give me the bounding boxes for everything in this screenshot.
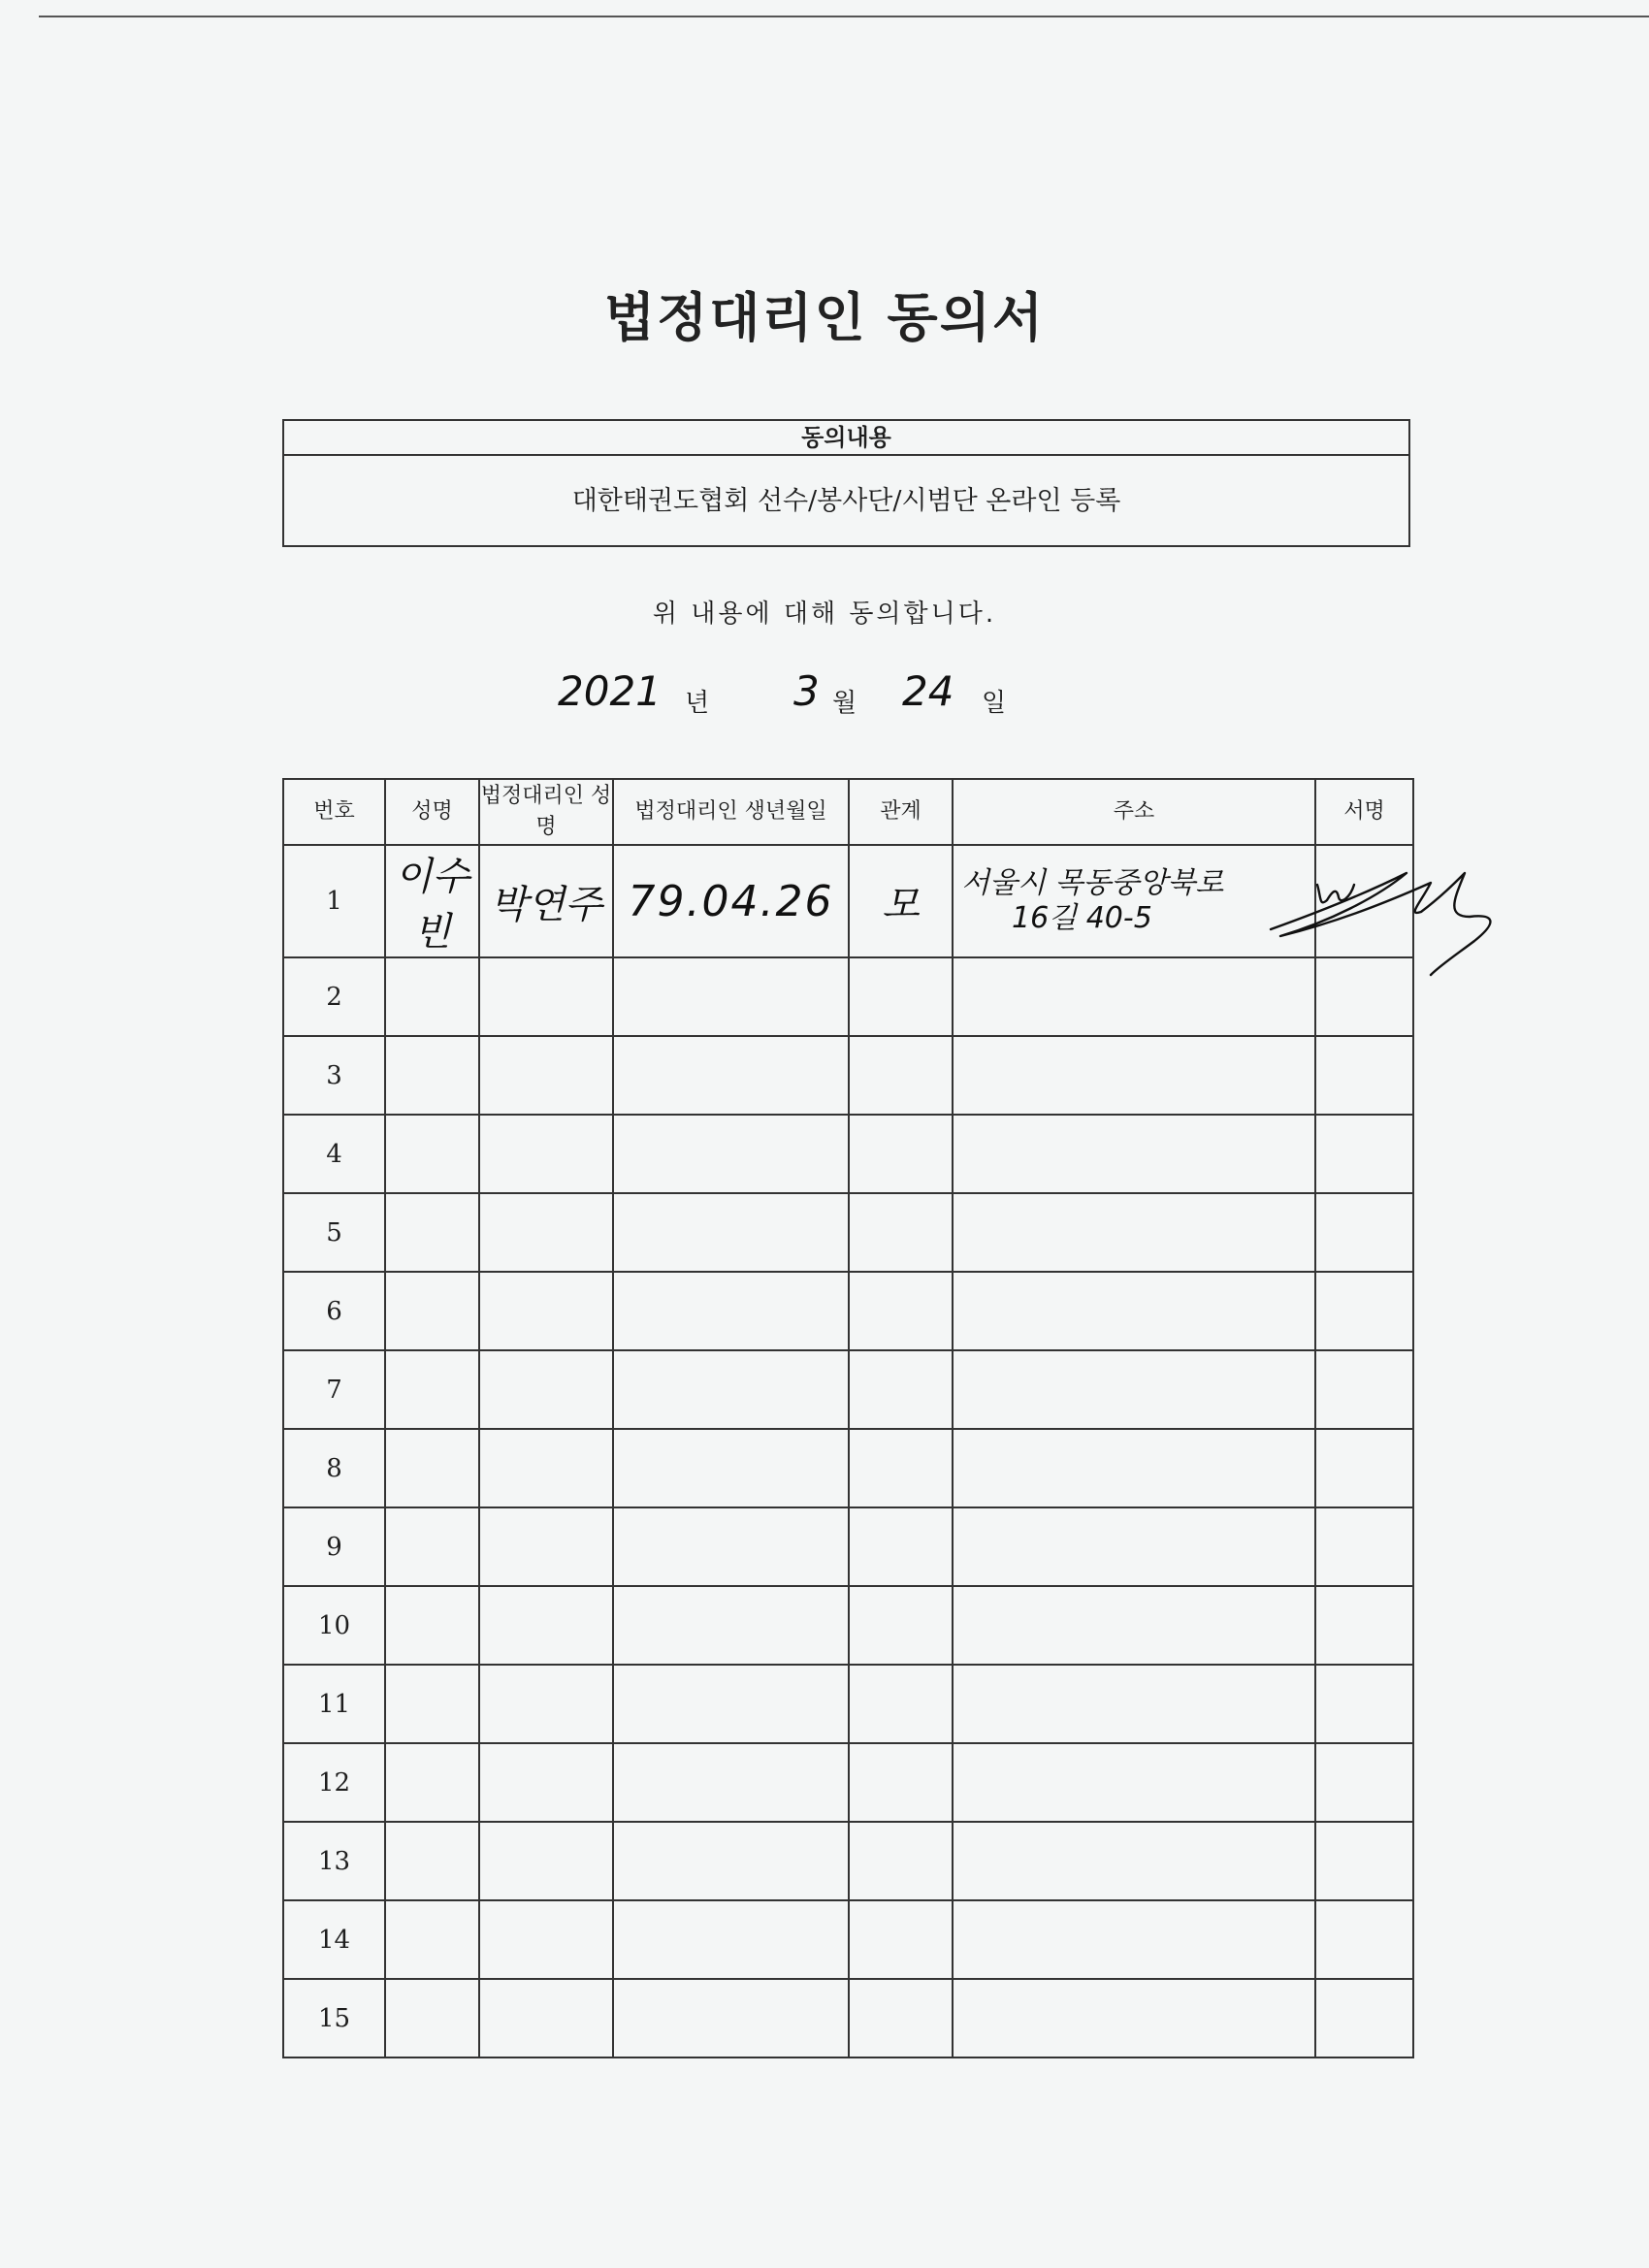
row-relation <box>849 1115 953 1193</box>
row-name <box>385 1900 479 1979</box>
row-signature <box>1315 1193 1413 1272</box>
header-guardian-birth: 법정대리인 생년월일 <box>613 779 849 845</box>
table-row <box>283 1429 1413 1507</box>
row-name <box>385 1036 479 1115</box>
row-guardian-name <box>479 845 613 957</box>
row-address <box>953 1900 1315 1979</box>
table-row <box>283 1036 1413 1115</box>
row-name <box>385 1743 479 1822</box>
header-no: 번호 <box>283 779 385 845</box>
row-guardian-name <box>479 1979 613 2057</box>
row-address-line1: 서울시 목동중앙북로 <box>961 866 1224 900</box>
table-row <box>283 1586 1413 1665</box>
row-no-text: 8 <box>326 1453 342 1483</box>
row-no-text: 7 <box>326 1375 342 1405</box>
date-year: 2021 <box>558 667 662 715</box>
table-row <box>283 1665 1413 1743</box>
row-guardian-birth <box>613 1586 849 1665</box>
row-guardian-name <box>479 1350 613 1429</box>
row-guardian-name <box>479 1900 613 1979</box>
row-relation <box>849 1507 953 1586</box>
row-name <box>385 1350 479 1429</box>
header-relation: 관계 <box>849 779 953 845</box>
row-name <box>385 1586 479 1665</box>
row-signature <box>1315 1350 1413 1429</box>
row-no <box>283 1350 385 1429</box>
row-no-text: 4 <box>326 1139 342 1169</box>
row-no-text: 15 <box>317 2003 351 2033</box>
row-signature <box>1315 1507 1413 1586</box>
row-address <box>953 1350 1315 1429</box>
row-guardian-name <box>479 1586 613 1665</box>
row-name <box>385 1272 479 1350</box>
row-guardian-name <box>479 1507 613 1586</box>
table-row <box>283 1115 1413 1193</box>
row-no-text: 12 <box>317 1767 351 1798</box>
row-signature <box>1315 1429 1413 1507</box>
row-guardian-name <box>479 1665 613 1743</box>
row-relation <box>849 1822 953 1900</box>
row-relation <box>849 1665 953 1743</box>
row-relation <box>849 1979 953 2057</box>
row-no-text: 13 <box>317 1846 351 1876</box>
row-guardian-name <box>479 1272 613 1350</box>
table-row <box>283 1507 1413 1586</box>
row-no <box>283 1665 385 1743</box>
date-day-unit: 일 <box>982 689 1007 718</box>
row-name <box>385 845 479 957</box>
row-signature <box>1315 1272 1413 1350</box>
row-name <box>385 1507 479 1586</box>
row-guardian-name <box>479 1036 613 1115</box>
row-address <box>953 1822 1315 1900</box>
row-guardian-birth <box>613 1036 849 1115</box>
table-header-row <box>283 779 1413 845</box>
row-name <box>385 1822 479 1900</box>
row-relation-text: 모 <box>882 882 920 927</box>
row-guardian-name <box>479 1193 613 1272</box>
header-name: 성명 <box>385 779 479 845</box>
row-guardian-birth <box>613 1350 849 1429</box>
table-row <box>283 1743 1413 1822</box>
row-guardian-birth <box>613 1507 849 1586</box>
row-signature <box>1315 1036 1413 1115</box>
row-guardian-birth <box>613 1272 849 1350</box>
row-no <box>283 1429 385 1507</box>
row-address-line2: 16길 40-5 <box>1012 901 1152 935</box>
row-relation <box>849 1350 953 1429</box>
row-address <box>953 1665 1315 1743</box>
header-guardian-name: 법정대리인 성명 <box>479 779 613 845</box>
row-signature <box>1315 1586 1413 1665</box>
row-guardian-birth-text: 79.04.26 <box>628 876 834 926</box>
row-name <box>385 957 479 1036</box>
row-no <box>283 957 385 1036</box>
page-top-edge <box>39 16 1649 17</box>
table-row <box>283 845 1413 957</box>
row-no-text: 6 <box>326 1296 342 1326</box>
row-no-text: 9 <box>326 1532 342 1562</box>
row-no <box>283 1979 385 2057</box>
table-row <box>283 1979 1413 2057</box>
consent-box <box>282 419 1410 547</box>
row-guardian-birth <box>613 1900 849 1979</box>
row-no <box>283 1586 385 1665</box>
row-guardian-name <box>479 1743 613 1822</box>
row-relation <box>849 957 953 1036</box>
table-row <box>283 1193 1413 1272</box>
row-address <box>953 1507 1315 1586</box>
date-day: 24 <box>902 667 954 715</box>
table-row <box>283 1272 1413 1350</box>
row-signature <box>1315 1743 1413 1822</box>
row-no <box>283 1272 385 1350</box>
row-name <box>385 1193 479 1272</box>
row-address <box>953 1115 1315 1193</box>
row-signature <box>1315 1900 1413 1979</box>
row-no <box>283 1822 385 1900</box>
table-row <box>283 1350 1413 1429</box>
row-address <box>953 1586 1315 1665</box>
row-relation <box>849 1272 953 1350</box>
row-name <box>385 1115 479 1193</box>
row-signature <box>1315 1115 1413 1193</box>
handwritten-signature <box>1261 844 1504 980</box>
row-no <box>283 1193 385 1272</box>
row-no-text: 2 <box>326 982 342 1012</box>
table-row <box>283 1822 1413 1900</box>
consent-content: 대한태권도협회 선수/봉사단/시범단 온라인 등록 <box>571 486 1121 516</box>
row-address <box>953 1979 1315 2057</box>
consent-header: 동의내용 <box>284 421 1408 456</box>
row-no-text: 11 <box>317 1689 351 1719</box>
row-signature <box>1315 1665 1413 1743</box>
row-address <box>953 1272 1315 1350</box>
row-address <box>953 1743 1315 1822</box>
row-relation <box>849 1586 953 1665</box>
row-guardian-birth <box>613 1665 849 1743</box>
row-guardian-birth <box>613 1743 849 1822</box>
row-relation <box>849 1900 953 1979</box>
row-guardian-name <box>479 1429 613 1507</box>
page-title: 법정대리인 동의서 <box>603 286 1046 348</box>
date-month: 3 <box>793 667 820 715</box>
row-guardian-birth <box>613 1193 849 1272</box>
row-name <box>385 1665 479 1743</box>
row-no-text: 1 <box>326 887 342 916</box>
row-no <box>283 1507 385 1586</box>
row-relation <box>849 1429 953 1507</box>
row-signature <box>1315 1979 1413 2057</box>
row-signature <box>1315 1822 1413 1900</box>
date-month-unit: 월 <box>832 689 857 718</box>
row-guardian-name <box>479 1115 613 1193</box>
row-relation <box>849 1036 953 1115</box>
row-name <box>385 1979 479 2057</box>
row-no-text: 5 <box>326 1217 342 1247</box>
row-no <box>283 1743 385 1822</box>
row-name <box>385 1429 479 1507</box>
row-no-text: 10 <box>317 1610 351 1640</box>
table-row <box>283 1900 1413 1979</box>
header-signature: 서명 <box>1315 779 1413 845</box>
row-address <box>953 1036 1315 1115</box>
row-relation <box>849 845 953 957</box>
registration-table <box>282 778 1414 2058</box>
row-guardian-birth <box>613 845 849 957</box>
row-no <box>283 1115 385 1193</box>
row-relation <box>849 1193 953 1272</box>
row-guardian-birth <box>613 1115 849 1193</box>
row-name-text: 이수빈 <box>394 855 470 955</box>
date-year-unit: 년 <box>685 689 710 718</box>
row-no <box>283 1900 385 1979</box>
row-guardian-birth <box>613 1979 849 2057</box>
row-no <box>283 1036 385 1115</box>
row-no-text: 3 <box>326 1060 342 1090</box>
table-row <box>283 957 1413 1036</box>
row-relation <box>849 1743 953 1822</box>
row-guardian-birth <box>613 1429 849 1507</box>
header-address: 주소 <box>953 779 1315 845</box>
row-no <box>283 845 385 957</box>
row-guardian-birth <box>613 1822 849 1900</box>
agree-statement: 위 내용에 대해 동의합니다. <box>652 599 997 629</box>
row-address <box>953 1193 1315 1272</box>
row-address <box>953 1429 1315 1507</box>
row-guardian-name-text: 박연주 <box>490 882 602 927</box>
row-no-text: 14 <box>317 1925 351 1955</box>
row-guardian-name <box>479 957 613 1036</box>
row-guardian-name <box>479 1822 613 1900</box>
row-guardian-birth <box>613 957 849 1036</box>
